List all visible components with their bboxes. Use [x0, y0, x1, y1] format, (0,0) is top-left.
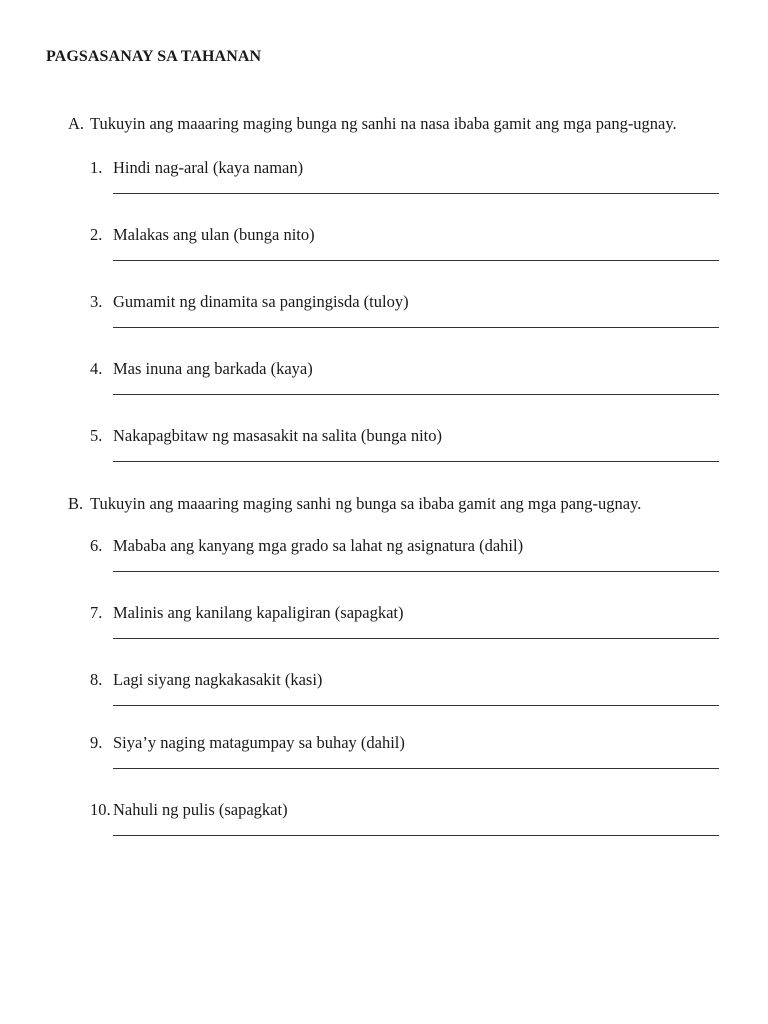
- answer-line[interactable]: [113, 461, 719, 462]
- item-prompt: Malakas ang ulan (bunga nito): [113, 225, 315, 244]
- worksheet-title: PAGSASANAY SA TAHANAN: [46, 48, 262, 65]
- item-number: 1.: [90, 158, 103, 177]
- item-prompt: Mababa ang kanyang mga grado sa lahat ng asignatura (dahil): [113, 536, 524, 555]
- item-1: [90, 158, 720, 178]
- item-prompt: Hindi nag-aral (kaya naman): [113, 158, 304, 177]
- item-prompt: Malinis ang kanilang kapaligiran (sapagkat): [113, 603, 404, 622]
- item-number: 9.: [90, 733, 103, 752]
- item-9: [90, 733, 720, 753]
- item-prompt: Siya’y naging matagumpay sa buhay (dahil): [113, 733, 405, 752]
- item-number: 2.: [90, 225, 103, 244]
- item-3: [90, 292, 720, 312]
- item-prompt: Nakapagbitaw ng masasakit na salita (bunga nito): [113, 426, 442, 445]
- item-number: 7.: [90, 603, 103, 622]
- item-2: [90, 225, 720, 245]
- item-5: [90, 426, 720, 446]
- item-7: [90, 603, 720, 623]
- section-b-letter: B.: [68, 494, 84, 513]
- item-number: 5.: [90, 426, 103, 445]
- section-a-instruction: Tukuyin ang maaaring maging bunga ng sanhi na nasa ibaba gamit ang mga pang-ugnay.: [90, 114, 677, 133]
- answer-line[interactable]: [113, 394, 719, 395]
- item-number: 10.: [90, 800, 111, 819]
- item-number: 4.: [90, 359, 103, 378]
- item-number: 3.: [90, 292, 103, 311]
- section-b-heading: [68, 494, 641, 514]
- answer-line[interactable]: [113, 835, 719, 836]
- item-prompt: Lagi siyang nagkakasakit (kasi): [113, 670, 323, 689]
- answer-line[interactable]: [113, 768, 719, 769]
- answer-line[interactable]: [113, 260, 719, 261]
- item-prompt: Mas inuna ang barkada (kaya): [113, 359, 313, 378]
- item-prompt: Nahuli ng pulis (sapagkat): [113, 800, 288, 819]
- item-4: [90, 359, 720, 379]
- item-number: 6.: [90, 536, 103, 555]
- section-a-heading: [68, 114, 677, 134]
- answer-line[interactable]: [113, 193, 719, 194]
- answer-line[interactable]: [113, 638, 719, 639]
- answer-line[interactable]: [113, 705, 719, 706]
- section-b-instruction: Tukuyin ang maaaring maging sanhi ng bunga sa ibaba gamit ang mga pang-ugnay.: [90, 494, 642, 513]
- section-a-letter: A.: [68, 114, 85, 133]
- item-8: [90, 670, 720, 690]
- answer-line[interactable]: [113, 327, 719, 328]
- item-10: [90, 800, 720, 820]
- item-6: [90, 536, 720, 556]
- answer-line[interactable]: [113, 571, 719, 572]
- item-number: 8.: [90, 670, 103, 689]
- item-prompt: Gumamit ng dinamita sa pangingisda (tuloy): [113, 292, 409, 311]
